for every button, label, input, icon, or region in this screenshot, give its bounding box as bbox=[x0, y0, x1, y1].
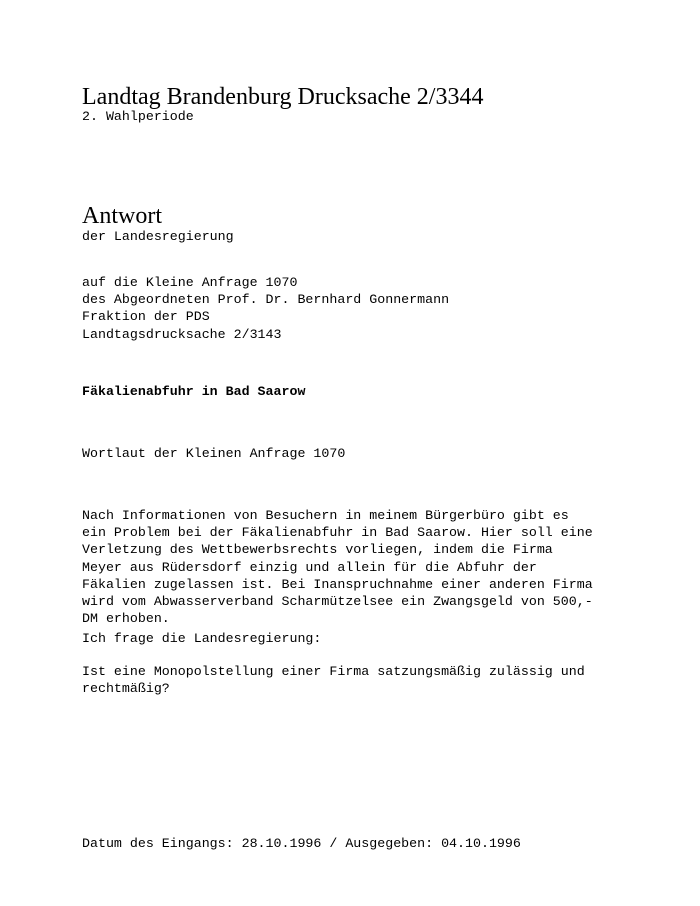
body-paragraph-2: Ich frage die Landesregierung: bbox=[82, 631, 322, 646]
answer-title: Antwort bbox=[82, 203, 162, 229]
footer-dates: Datum des Eingangs: 28.10.1996 / Ausgegeben: 04.10.1996 bbox=[82, 836, 521, 851]
body-line: DM erhoben. bbox=[82, 611, 170, 627]
wording-heading: Wortlaut der Kleinen Anfrage 1070 bbox=[82, 446, 346, 461]
body-paragraph-1 bbox=[82, 507, 593, 627]
inquiry-ref-line: Landtagsdrucksache 2/3143 bbox=[82, 326, 282, 342]
body-line: Verletzung des Wettbewerbsrechts vorliegen, indem die Firma bbox=[82, 542, 553, 558]
body-line: ein Problem bei der Fäkalienabfuhr in Bad Saarow. Hier soll eine bbox=[82, 525, 593, 541]
body-line: wird vom Abwasserverband Scharmützelsee ein Zwangsgeld von 500,- bbox=[82, 594, 593, 610]
body-line: rechtmäßig? bbox=[82, 681, 170, 697]
body-line: Fäkalien zugelassen ist. Bei Inanspruchnahme einer anderen Firma bbox=[82, 576, 593, 592]
body-line: Meyer aus Rüdersdorf einzig und allein für die Abfuhr der bbox=[82, 559, 537, 575]
inquiry-ref-line: des Abgeordneten Prof. Dr. Bernhard Gonnermann bbox=[82, 292, 450, 308]
body-line: Ist eine Monopolstellung einer Firma satzungsmäßig zulässig und bbox=[82, 664, 585, 679]
inquiry-reference bbox=[82, 274, 449, 343]
body-paragraph-3 bbox=[82, 663, 585, 697]
document-subtitle: 2. Wahlperiode bbox=[82, 109, 194, 124]
inquiry-ref-line: auf die Kleine Anfrage 1070 bbox=[82, 275, 298, 290]
inquiry-ref-line: Fraktion der PDS bbox=[82, 309, 210, 325]
document-title: Landtag Brandenburg Drucksache 2/3344 bbox=[82, 84, 484, 110]
body-line: Nach Informationen von Besuchern in meinem Bürgerbüro gibt es bbox=[82, 508, 569, 523]
topic-heading: Fäkalienabfuhr in Bad Saarow bbox=[82, 384, 306, 399]
answer-subtitle: der Landesregierung bbox=[82, 229, 234, 244]
